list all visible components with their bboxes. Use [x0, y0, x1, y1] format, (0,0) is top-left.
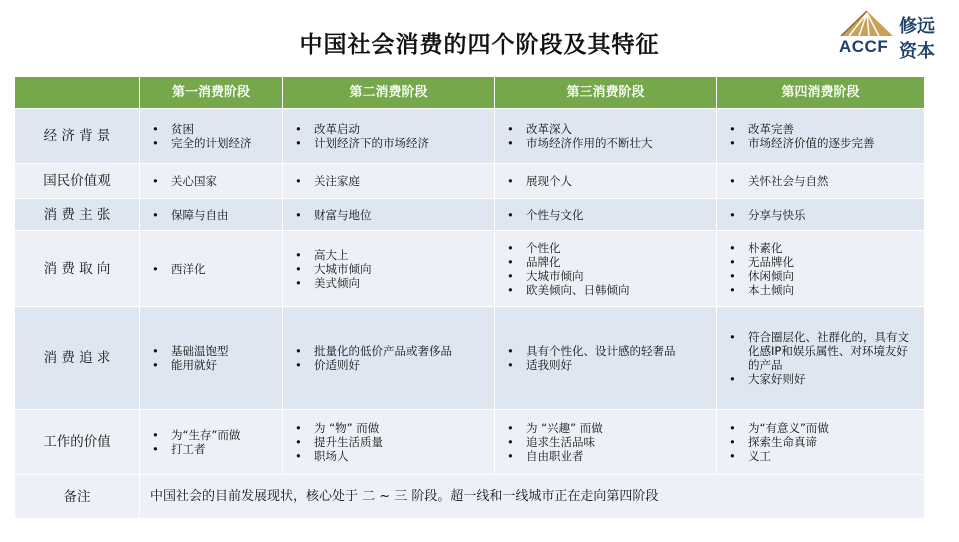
- bullet-list: [140, 262, 282, 276]
- note-label: 备注: [15, 475, 140, 519]
- bullet-list: [283, 421, 494, 463]
- bullet-list: [717, 208, 924, 222]
- header-stage-3: 第三消费阶段: [495, 77, 717, 109]
- bullet-item: • 本土倾向: [727, 283, 918, 297]
- logo-text-cn-bottom: 资本: [899, 41, 935, 62]
- bullet-item: • 改革深入: [505, 122, 710, 136]
- row-label: 消 费 取 向: [15, 231, 140, 307]
- table-header-row: [15, 77, 925, 109]
- bullet-item: • 改革完善: [727, 122, 918, 136]
- bullet-item: • 适我则好: [505, 358, 710, 372]
- stage-cell: [717, 164, 925, 199]
- bullet-item: • 完全的计划经济: [150, 136, 276, 150]
- bullet-item: • 关心国家: [150, 174, 276, 188]
- header-cell-empty: [15, 77, 140, 109]
- bullet-list: [717, 241, 924, 297]
- table-row: [15, 109, 925, 164]
- bullet-item: • 欧美倾向、日韩倾向: [505, 283, 710, 297]
- stage-cell: [495, 231, 717, 307]
- logo-text-en: ACCF: [839, 37, 889, 56]
- stage-cell: [495, 307, 717, 410]
- stage-cell: [283, 109, 495, 164]
- bullet-item: • 美式倾向: [293, 276, 488, 290]
- stage-cell: [140, 410, 283, 475]
- logo-text-cn-top: 修远: [899, 16, 935, 37]
- bullet-item: • 市场经济价值的逐步完善: [727, 136, 918, 150]
- bullet-list: [495, 208, 716, 222]
- roof-logo-icon: [837, 10, 897, 38]
- bullet-item: • 个性与文化: [505, 208, 710, 222]
- note-text: 中国社会的目前发展现状，核心处于 二 ~ 三 阶段。超一线和一线城市正在走向第四阶段: [140, 475, 925, 519]
- bullet-item: • 为“生存”而做: [150, 428, 276, 442]
- stage-cell: [495, 410, 717, 475]
- stage-cell: [283, 199, 495, 231]
- bullet-item: • 为 “物” 而做: [293, 421, 488, 435]
- bullet-item: • 关注家庭: [293, 174, 488, 188]
- bullet-item: • 能用就好: [150, 358, 276, 372]
- table-row: [15, 307, 925, 410]
- stage-cell: [140, 199, 283, 231]
- bullet-item: • 个性化: [505, 241, 710, 255]
- table-row: [15, 231, 925, 307]
- bullet-item: • 无品牌化: [727, 255, 918, 269]
- bullet-list: [717, 330, 924, 386]
- table-row: [15, 164, 925, 199]
- bullet-item: • 品牌化: [505, 255, 710, 269]
- bullet-list: [140, 208, 282, 222]
- stage-cell: [283, 231, 495, 307]
- bullet-list: [140, 122, 282, 150]
- stage-cell: [283, 164, 495, 199]
- bullet-item: • 财富与地位: [293, 208, 488, 222]
- bullet-item: • 贫困: [150, 122, 276, 136]
- bullet-item: • 具有个性化、设计感的轻奢品: [505, 344, 710, 358]
- stage-cell: [717, 109, 925, 164]
- bullet-list: [140, 344, 282, 372]
- stage-cell: [495, 109, 717, 164]
- bullet-list: [717, 421, 924, 463]
- bullet-list: [495, 344, 716, 372]
- bullet-item: • 价适则好: [293, 358, 488, 372]
- bullet-item: • 打工者: [150, 442, 276, 456]
- bullet-item: • 自由职业者: [505, 449, 710, 463]
- table-row: [15, 199, 925, 231]
- bullet-item: • 追求生活品味: [505, 435, 710, 449]
- bullet-item: • 大家好则好: [727, 372, 918, 386]
- bullet-list: [495, 122, 716, 150]
- stage-cell: [283, 307, 495, 410]
- bullet-list: [495, 174, 716, 188]
- bullet-list: [717, 174, 924, 188]
- bullet-list: [140, 428, 282, 456]
- bullet-item: • 为 “兴趣” 而做: [505, 421, 710, 435]
- stage-cell: [495, 199, 717, 231]
- bullet-item: • 探索生命真谛: [727, 435, 918, 449]
- bullet-item: • 批量化的低价产品或奢侈品: [293, 344, 488, 358]
- stage-cell: [717, 410, 925, 475]
- stage-cell: [717, 307, 925, 410]
- bullet-list: [495, 421, 716, 463]
- bullet-item: • 计划经济下的市场经济: [293, 136, 488, 150]
- bullet-list: [283, 122, 494, 150]
- row-label: 工作的价值: [15, 410, 140, 475]
- bullet-item: • 分享与快乐: [727, 208, 918, 222]
- table-row: [15, 410, 925, 475]
- page-title: 中国社会消费的四个阶段及其特征: [299, 32, 660, 58]
- bullet-item: • 高大上: [293, 248, 488, 262]
- bullet-item: • 市场经济作用的不断壮大: [505, 136, 710, 150]
- bullet-list: [283, 344, 494, 372]
- header-stage-1: 第一消费阶段: [140, 77, 283, 109]
- stage-cell: [495, 164, 717, 199]
- bullet-list: [495, 241, 716, 297]
- stage-cell: [140, 307, 283, 410]
- bullet-list: [140, 174, 282, 188]
- bullet-item: • 朴素化: [727, 241, 918, 255]
- header-stage-4: 第四消费阶段: [717, 77, 925, 109]
- stage-cell: [140, 231, 283, 307]
- bullet-list: [283, 208, 494, 222]
- row-label: 消 费 追 求: [15, 307, 140, 410]
- bullet-item: • 保障与自由: [150, 208, 276, 222]
- stage-cell: [717, 231, 925, 307]
- stage-cell: [717, 199, 925, 231]
- row-label: 消 费 主 张: [15, 199, 140, 231]
- note-row: [15, 475, 925, 519]
- row-label: 经 济 背 景: [15, 109, 140, 164]
- bullet-item: • 符合圈层化、社群化的，具有文化感IP和娱乐属性、对环境友好的产品: [727, 330, 918, 372]
- bullet-item: • 基础温饱型: [150, 344, 276, 358]
- bullet-item: • 大城市倾向: [505, 269, 710, 283]
- stage-cell: [140, 164, 283, 199]
- bullet-list: [283, 248, 494, 290]
- stage-cell: [283, 410, 495, 475]
- bullet-item: • 关怀社会与自然: [727, 174, 918, 188]
- bullet-list: [283, 174, 494, 188]
- bullet-item: • 提升生活质量: [293, 435, 488, 449]
- bullet-list: [717, 122, 924, 150]
- bullet-item: • 改革启动: [293, 122, 488, 136]
- bullet-item: • 职场人: [293, 449, 488, 463]
- row-label: 国民价值观: [15, 164, 140, 199]
- consumption-stages-table: [14, 76, 925, 519]
- bullet-item: • 休闲倾向: [727, 269, 918, 283]
- bullet-item: • 大城市倾向: [293, 262, 488, 276]
- stage-cell: [140, 109, 283, 164]
- bullet-item: • 展现个人: [505, 174, 710, 188]
- header-stage-2: 第二消费阶段: [283, 77, 495, 109]
- bullet-item: • 为“有意义”而做: [727, 421, 918, 435]
- bullet-item: • 西洋化: [150, 262, 276, 276]
- accf-logo: [837, 10, 952, 60]
- bullet-item: • 义工: [727, 449, 918, 463]
